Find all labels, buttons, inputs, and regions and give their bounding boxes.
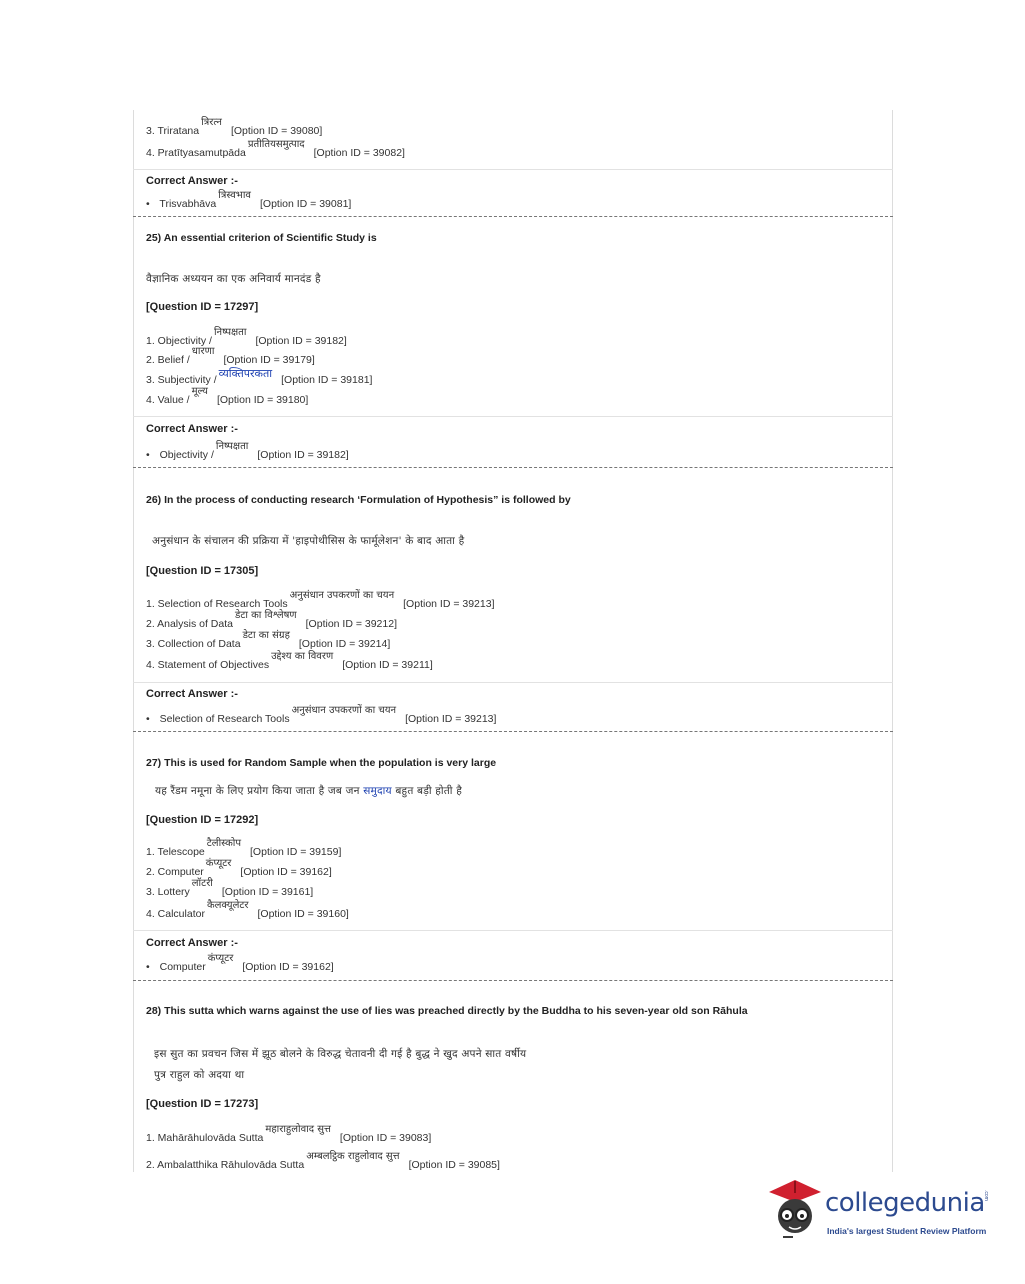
option-4: 4. Value /मूल्य[Option ID = 39180] — [146, 386, 309, 406]
question-id: [Question ID = 17297] — [146, 301, 259, 313]
divider — [133, 930, 893, 931]
option-4: 4. Pratītyasamutpādaप्रतीतियसमुत्पाद[Option ID = 39082] — [146, 139, 405, 159]
question-hindi: यह रैंडम नमूना के लिए प्रयोग किया जाता है जब जन समुदाय बहुत बड़ी होती है — [155, 785, 463, 797]
correct-answer: • Selection of Research Toolsअनुसंधान उपकरणों का चयन[Option ID = 39213] — [146, 711, 496, 725]
mascot-icon — [765, 1178, 825, 1240]
collegedunia-logo[interactable] — [765, 1178, 995, 1248]
option-4: 4. Statement of Objectivesउद्देश्य का विवरण[Option ID = 39211] — [146, 651, 433, 671]
correct-answer-label: Correct Answer :- — [146, 175, 238, 187]
page-border-right — [892, 110, 893, 1172]
question-hindi-line-2: पुत्र राहुल को अदया था — [154, 1069, 245, 1081]
question-hindi: वैज्ञानिक अध्ययन का एक अनिवार्य मानदंड है — [146, 273, 321, 285]
option-1: 1. Telescopeटैलीस्कोप[Option ID = 39159] — [146, 838, 342, 858]
brand-domain: .com — [983, 1190, 989, 1201]
question-id: [Question ID = 17292] — [146, 814, 259, 826]
question-hindi: अनुसंधान के संचालन की प्रक्रिया में 'हाइपोथीसिस के फार्मूलेशन' के बाद आता है — [152, 535, 465, 547]
correct-answer: • Trisvabhāvaत्रिस्वभाव[Option ID = 39081] — [146, 196, 351, 210]
correct-answer: • Computerकंप्यूटर[Option ID = 39162] — [146, 959, 334, 973]
question-title: 27) This is used for Random Sample when the population is very large — [146, 757, 497, 769]
question-id: [Question ID = 17305] — [146, 565, 259, 577]
correct-answer: • Objectivity /निष्पक्षता[Option ID = 39182] — [146, 447, 349, 461]
option-1: 1. Selection of Research Toolsअनुसंधान उपकरणों का चयन[Option ID = 39213] — [146, 590, 495, 610]
question-title: 28) This sutta which warns against the use of lies was preached directly by the Buddha to his seven-year old son Rāhula — [146, 1005, 748, 1017]
correct-answer-label: Correct Answer :- — [146, 688, 238, 700]
question-separator — [133, 980, 893, 981]
correct-answer-label: Correct Answer :- — [146, 937, 238, 949]
option-1: 1. Mahārāhulovāda Suttaमहाराहुलोवाद सुत्त[Option ID = 39083] — [146, 1124, 432, 1144]
divider — [133, 682, 893, 683]
option-3: 3. Lotteryलॉटरी[Option ID = 39161] — [146, 878, 314, 898]
divider — [133, 169, 893, 170]
option-2: 2. Analysis of Dataडेटा का विश्लेषण[Option ID = 39212] — [146, 610, 397, 630]
question-title: 26) In the process of conducting research ‘Formulation of Hypothesis” is followed by — [146, 494, 571, 506]
question-id: [Question ID = 17273] — [146, 1098, 259, 1110]
question-title: 25) An essential criterion of Scientific Study is — [146, 232, 377, 244]
option-3: 3. Collection of Dataडेटा का संग्रह[Option ID = 39214] — [146, 630, 391, 650]
brand-name: collegedunia — [825, 1188, 985, 1218]
divider — [133, 416, 893, 417]
option-4: 4. Calculatorकैलक्यूलेटर[Option ID = 39160] — [146, 900, 349, 920]
option-2: 2. Belief /धारणा[Option ID = 39179] — [146, 346, 315, 366]
correct-answer-label: Correct Answer :- — [146, 423, 238, 435]
option-2: 2. Computerकंप्यूटर[Option ID = 39162] — [146, 858, 332, 878]
option-2: 2. Ambalatthika Rāhulovāda Suttaअम्बलट्ठिक राहुलोवाद सुत्त[Option ID = 39085] — [146, 1151, 500, 1171]
page-border-left — [133, 110, 134, 1172]
brand-tagline: India's largest Student Review Platform — [827, 1226, 987, 1236]
question-hindi-line-1: इस सुत का प्रवचन जिस में झूठ बोलने के विरुद्ध चेतावनी दी गई है बुद्ध ने खुद अपने सात वर्षीय — [154, 1048, 527, 1060]
option-3: 3. Subjectivity / व्यक्तिपरकता [Option ID = 39181] — [146, 367, 373, 386]
option-3: 3. Triratanaत्रिरत्न[Option ID = 39080] — [146, 117, 323, 137]
question-separator — [133, 467, 893, 468]
question-separator — [133, 731, 893, 732]
option-1: 1. Objectivity /निष्पक्षता[Option ID = 39182] — [146, 327, 347, 347]
question-separator — [133, 216, 893, 217]
